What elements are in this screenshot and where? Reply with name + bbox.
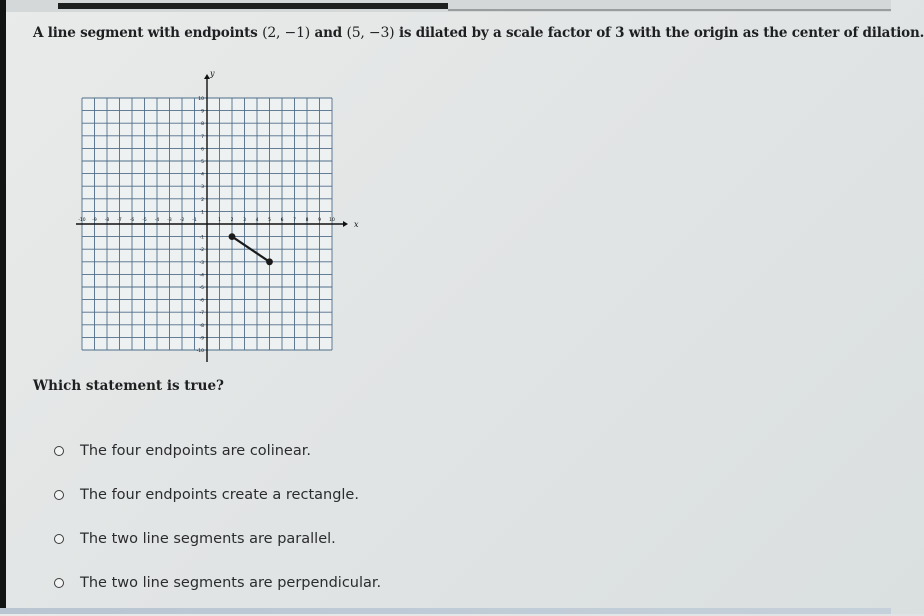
question-part2: and — [314, 25, 342, 41]
y-tick-label: -7 — [199, 311, 204, 317]
prompt-text: Which statement is true? — [33, 378, 224, 394]
question-text — [33, 25, 924, 41]
x-tick-label: -6 — [129, 218, 135, 223]
question-part3: is dilated by a scale factor of 3 with the origin as the center of dilation. — [398, 25, 924, 41]
x-tick-label: -7 — [117, 218, 122, 223]
choice-rectangle[interactable] — [54, 484, 381, 506]
y-tick-label: 3 — [201, 185, 204, 191]
x-tick-label: 8 — [305, 218, 309, 223]
x-tick-label: -5 — [142, 218, 147, 223]
y-tick-label: -2 — [199, 248, 204, 254]
x-tick-label: 10 — [329, 218, 335, 223]
x-axis-label: x — [354, 220, 359, 229]
x-tick-label: 7 — [293, 218, 296, 223]
x-tick-label: 4 — [255, 218, 259, 223]
x-tick-label: -3 — [167, 218, 172, 223]
y-axis-label: y — [210, 69, 215, 78]
choice-label: The four endpoints create a rectangle. — [80, 487, 359, 503]
top-divider — [448, 9, 891, 11]
point-b: (5, −3) — [346, 25, 395, 41]
y-tick-label: -8 — [199, 323, 204, 329]
segment-endpoint-b — [266, 258, 273, 265]
y-tick-label: -1 — [199, 235, 204, 241]
answer-choices — [54, 440, 381, 616]
x-tick-label: 5 — [268, 218, 271, 223]
x-tick-label: 3 — [243, 218, 246, 223]
segment-endpoint-a — [229, 233, 236, 240]
y-tick-label: 1 — [201, 210, 204, 216]
choice-colinear[interactable] — [54, 440, 381, 462]
y-tick-label: 2 — [201, 197, 204, 203]
y-tick-label: 10 — [198, 97, 204, 102]
radio-button[interactable] — [54, 578, 64, 588]
x-tick-label: 9 — [318, 218, 321, 223]
x-tick-label: 2 — [230, 218, 234, 223]
y-tick-label: 7 — [201, 134, 204, 140]
choice-parallel[interactable] — [54, 528, 381, 550]
choice-perpendicular[interactable] — [54, 572, 381, 594]
choice-label: The four endpoints are colinear. — [80, 443, 311, 459]
y-tick-label: 4 — [201, 172, 204, 178]
left-border — [0, 0, 6, 614]
radio-button[interactable] — [54, 534, 64, 544]
y-tick-label: 5 — [201, 160, 204, 165]
x-tick-label: -4 — [154, 218, 160, 223]
y-tick-label: -4 — [199, 273, 204, 279]
choice-label: The two line segments are perpendicular. — [80, 575, 382, 591]
y-tick-label: 8 — [201, 122, 204, 128]
progress-bar — [58, 3, 448, 9]
choice-label: The two line segments are parallel. — [80, 531, 336, 547]
x-tick-label: -2 — [179, 218, 185, 223]
y-tick-label: -10 — [196, 349, 204, 354]
radio-button[interactable] — [54, 490, 64, 500]
x-axis-arrow — [343, 221, 348, 227]
x-tick-label: -10 — [78, 218, 86, 223]
radio-button[interactable] — [54, 446, 64, 456]
point-a: (2, −1) — [262, 25, 311, 41]
y-tick-label: 6 — [201, 147, 204, 153]
question-part1: A line segment with endpoints — [33, 25, 258, 41]
y-tick-label: -9 — [199, 336, 204, 342]
y-tick-label: -3 — [199, 260, 204, 266]
x-tick-label: -9 — [92, 218, 97, 223]
y-tick-label: 9 — [201, 109, 204, 115]
x-tick-label: -8 — [104, 218, 110, 223]
x-tick-label: -1 — [192, 218, 197, 223]
coordinate-graph — [58, 55, 358, 365]
x-tick-label: 1 — [218, 218, 221, 223]
x-tick-label: 6 — [280, 218, 284, 223]
y-tick-label: -6 — [199, 298, 204, 304]
y-tick-label: -5 — [199, 286, 204, 291]
